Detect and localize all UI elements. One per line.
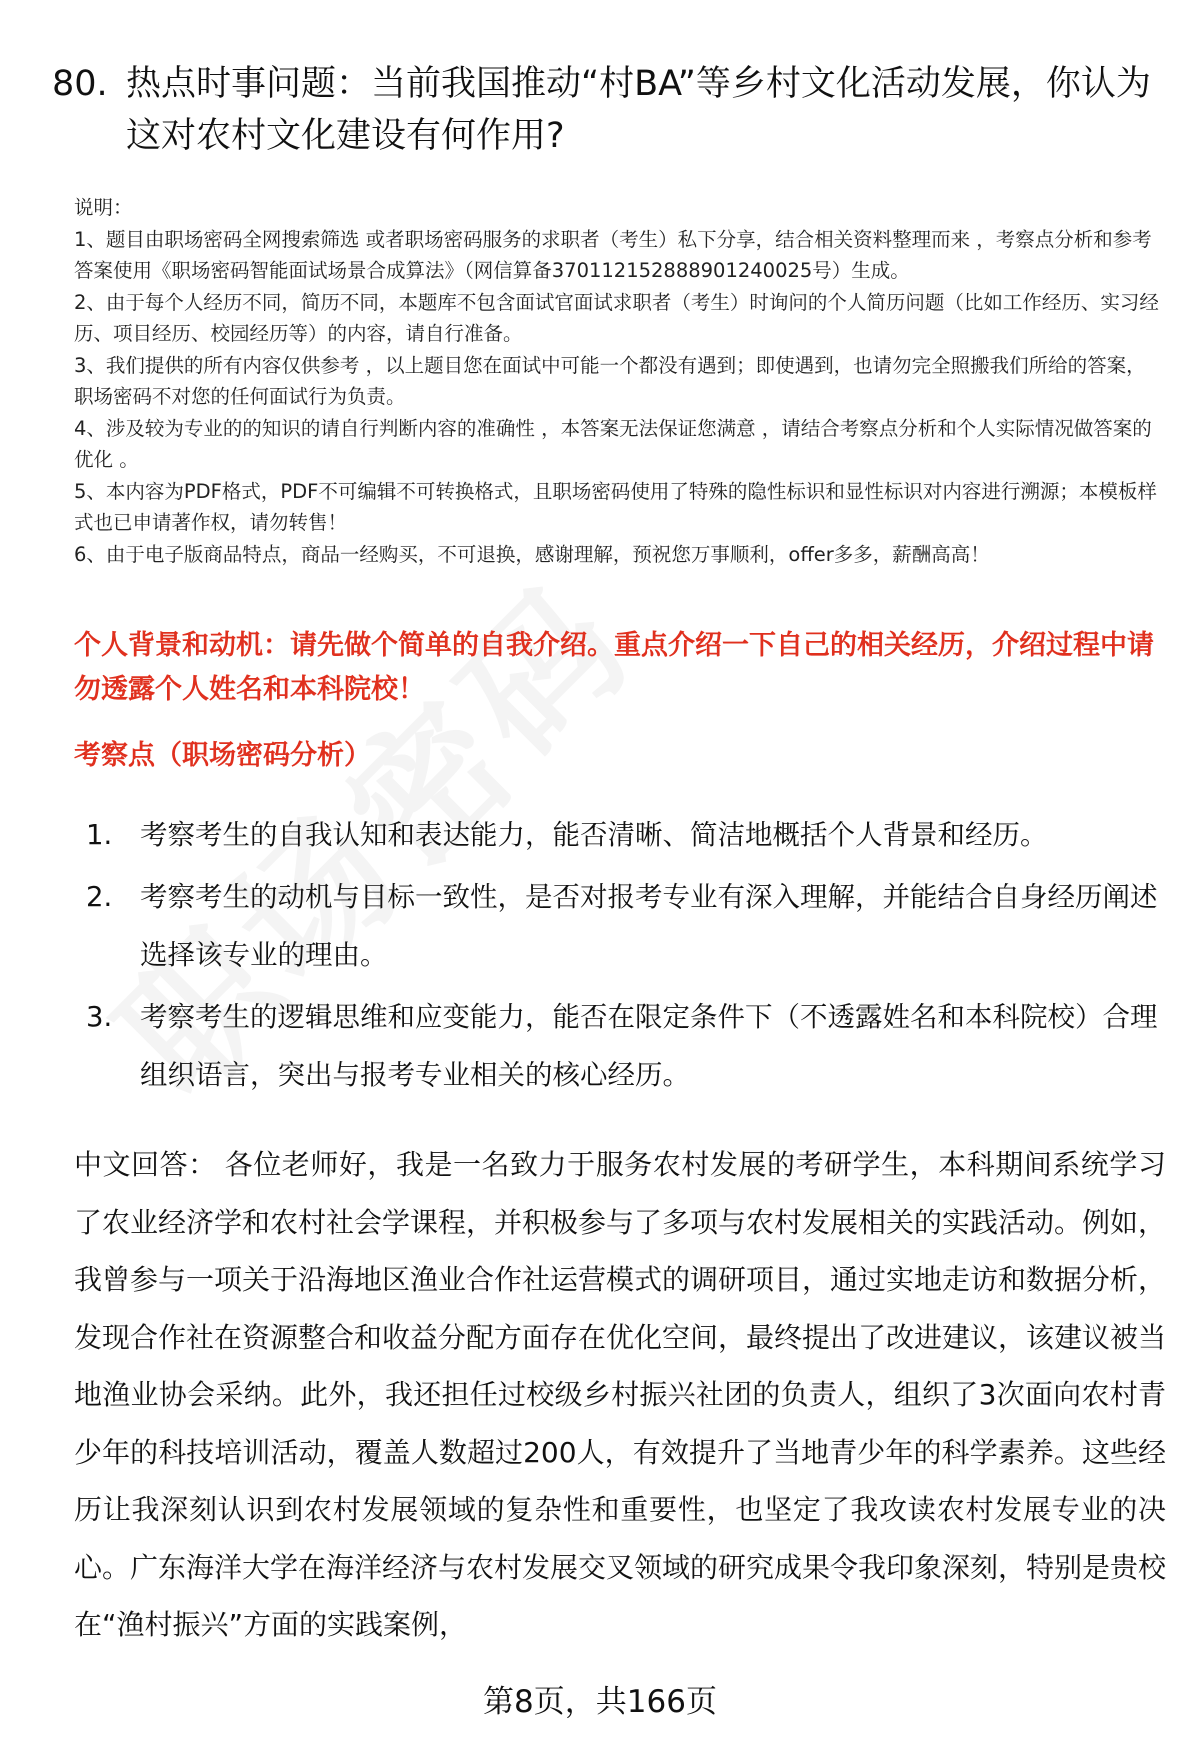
answer-text: 各位老师好，我是一名致力于服务农村发展的考研学生，本科期间系统学习了农业经济学和农村社会学课程，并积极参与了多项与农村发展相关的实践活动。例如，我曾参与一项关于沿海地区渔业合作社运营模式的调研项目，通过实地走访和数据分析，发现合作社在资源整合和收益分配方面存在优化空间，最终提出了改进建议，该建议被当地渔业协会采纳。此外，我还担任过校级乡村振兴社团的负责人，组织了3次面向农村青少年的科技培训活动，覆盖人数超过200人，有效提升了当地青少年的科学素养。这些经历让我深刻认识到农村发展领域的复杂性和重要性，也坚定了我攻读农村发展专业的决心。广东海洋大学在海洋经济与农村发展交叉领域的研究成果令我印象深刻，特别是贵校在“渔村振兴”方面的实践案例， <box>74 1148 1167 1641</box>
question-text: 热点时事问题：当前我国推动“村BA”等乡村文化活动发展，你认为这对农村文化建设有何作用? <box>126 64 1151 156</box>
note-item: 6、由于电子版商品特点，商品一经购买，不可退换，感谢理解，预祝您万事顺利，offer多多，薪酬高高！ <box>74 542 990 566</box>
analysis-point <box>74 806 1164 864</box>
point-number: 2. <box>86 881 113 913</box>
answer-label: 中文回答： <box>74 1148 217 1181</box>
point-number: 1. <box>86 819 113 851</box>
note-item: 3、我们提供的所有内容仅供参考 ，以上题目您在面试中可能一个都没有遇到；即使遇到，也请勿完全照搬我们所给的答案，职场密码不对您的任何面试行为负责。 <box>74 353 1146 408</box>
note-item: 5、本内容为PDF格式，PDF不可编辑不可转换格式，且职场密码使用了特殊的隐性标识和显性标识对内容进行溯源；本模板样式也已申请著作权，请勿转售！ <box>74 479 1157 534</box>
point-text: 考察考生的自我认知和表达能力，能否清晰、简洁地概括个人背景和经历。 <box>140 819 1048 851</box>
note-item: 4、涉及较为专业的的知识的请自行判断内容的准确性 ，本答案无法保证您满意 ，请结合考察点分析和个人实际情况做答案的优化 。 <box>74 416 1152 471</box>
note-item: 2、由于每个人经历不同，简历不同，本题库不包含面试官面试求职者（考生）时询问的个人简历问题（比如工作经历、实习经历、项目经历、校园经历等）的内容，请自行准备。 <box>74 290 1159 345</box>
background-heading: 个人背景和动机：请先做个简单的自我介绍。重点介绍一下自己的相关经历，介绍过程中请勿透露个人姓名和本科院校！ <box>74 630 1154 705</box>
point-number: 3. <box>86 1001 113 1033</box>
question-number: 80. <box>52 64 108 104</box>
notes-section <box>74 192 1162 570</box>
answer-paragraph <box>74 1136 1166 1654</box>
note-item: 1、题目由职场密码全网搜索筛选 或者职场密码服务的求职者（考生）私下分享，结合相关资料整理而来 ，考察点分析和参考答案使用《职场密码智能面试场景合成算法》（网信算备370112152888901240025号）生成。 <box>74 227 1152 282</box>
analysis-points <box>74 806 1164 1108</box>
page-footer: 第8页，共166页 <box>483 1684 717 1720</box>
point-text: 考察考生的动机与目标一致性，是否对报考专业有深入理解，并能结合自身经历阐述选择该专业的理由。 <box>140 881 1158 971</box>
analysis-point <box>74 988 1164 1104</box>
question-title <box>52 58 1162 162</box>
analysis-point <box>74 868 1164 984</box>
analysis-heading: 考察点（职场密码分析） <box>74 740 371 771</box>
notes-title: 说明： <box>74 196 133 219</box>
point-text: 考察考生的逻辑思维和应变能力，能否在限定条件下（不透露姓名和本科院校）合理组织语言，突出与报考专业相关的核心经历。 <box>140 1001 1158 1091</box>
